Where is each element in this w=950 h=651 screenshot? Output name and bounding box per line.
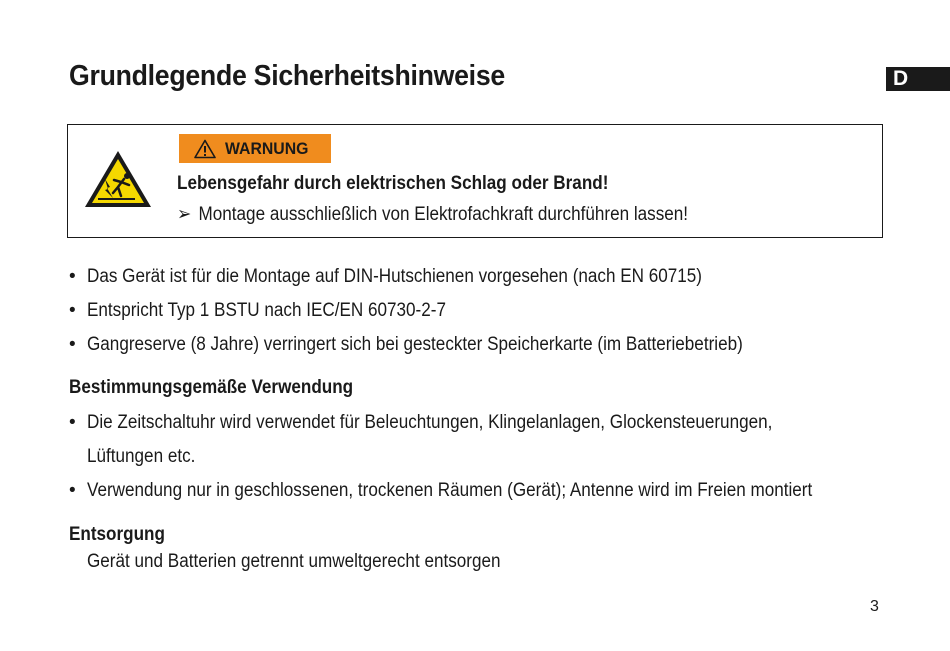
warning-box bbox=[67, 124, 883, 238]
warning-label bbox=[179, 134, 331, 163]
bullet-icon: • bbox=[69, 300, 76, 321]
bullet-icon: • bbox=[69, 480, 76, 501]
electric-shock-hazard-icon bbox=[83, 149, 153, 209]
disposal-heading: Entsorgung bbox=[69, 524, 165, 545]
warning-action-text: Montage ausschließlich von Elektrofachkraft durchführen lassen! bbox=[198, 204, 689, 225]
warning-label-text: WARNUNG bbox=[225, 138, 309, 158]
arrow-marker-icon: ➢ bbox=[177, 204, 192, 225]
bullet-icon: • bbox=[69, 412, 76, 433]
warning-triangle-icon bbox=[194, 139, 216, 159]
language-tab: D bbox=[886, 67, 950, 91]
bullet-icon: • bbox=[69, 266, 76, 287]
page-title: Grundlegende Sicherheitshinweise bbox=[69, 60, 505, 92]
warning-action bbox=[177, 203, 688, 226]
disposal-text: Gerät und Batterien getrennt umweltgerecht entsorgen bbox=[87, 551, 501, 572]
page-number: 3 bbox=[870, 598, 879, 615]
warning-headline: Lebensgefahr durch elektrischen Schlag oder Brand! bbox=[177, 173, 609, 194]
intended-use-heading: Bestimmungsgemäße Verwendung bbox=[69, 377, 354, 398]
bullet-icon: • bbox=[69, 334, 76, 355]
